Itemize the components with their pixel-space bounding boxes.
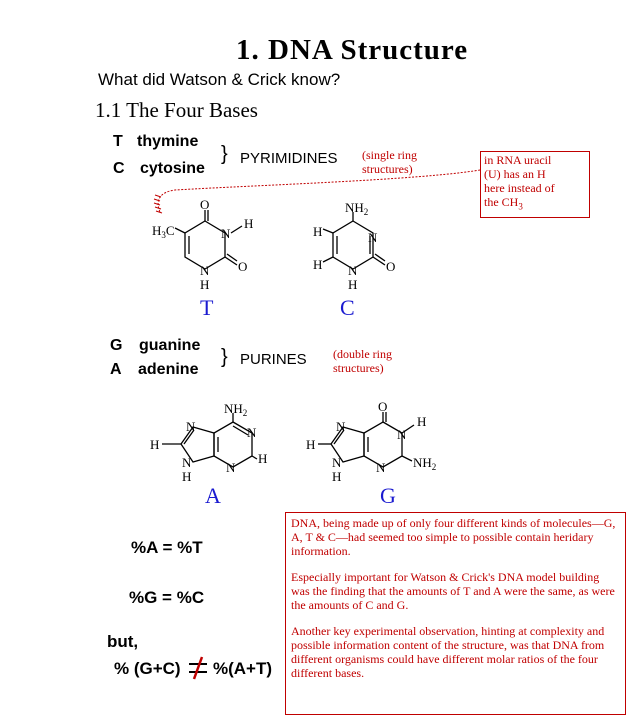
svg-text:NH2: $NH_2$ (345, 200, 369, 217)
adenine-name: adenine (138, 361, 199, 378)
guanine-structure-label: G (380, 483, 396, 508)
info-paragraph-3: Another key experimental observation, hinting at complexity and possible information content of the structure, was that DNA from different organisms could have different molar ratios of the four different bases. (291, 624, 605, 680)
svg-text:N: N (376, 460, 386, 475)
uracil-note-subscript: 3 (518, 201, 523, 212)
info-box (285, 512, 626, 715)
double-ring-note-2: structures) (333, 361, 384, 375)
uracil-link-hatch (154, 195, 162, 213)
purine-brace: } (221, 346, 228, 368)
uracil-note-line-1: in RNA uracil (484, 153, 552, 167)
thymine-name: thymine (137, 133, 199, 150)
equation-g-c: %G = %C (129, 588, 205, 607)
thymine-structure (152, 197, 253, 292)
cytosine-abbr: C (113, 160, 125, 177)
thymine-abbr: T (113, 133, 123, 150)
svg-text:N: N (348, 263, 358, 278)
double-ring-note-1: (double ring (333, 347, 392, 361)
guanine-abbr: G (110, 337, 123, 354)
svg-text:H: H (348, 277, 358, 292)
single-ring-note-1: (single ring (362, 148, 417, 162)
pyrimidines-label: PYRIMIDINES (240, 150, 338, 167)
svg-text:H: H (150, 437, 160, 452)
svg-text:H3C: $H_3C$ (152, 223, 175, 240)
equation-at-right: %(A+T) (213, 659, 273, 678)
svg-text:N: N (221, 226, 231, 241)
svg-text:O: O (238, 259, 248, 274)
single-ring-note-2: structures) (362, 162, 413, 176)
svg-text:H: H (306, 437, 316, 452)
svg-text:N: N (182, 455, 192, 470)
svg-text:N: N (247, 425, 257, 440)
cytosine-structure-label: C (340, 295, 355, 320)
svg-text:H: H (258, 451, 268, 466)
purines-label: PURINES (240, 351, 307, 368)
svg-text:NH2: $NH_2$ (224, 401, 248, 418)
svg-text:N: N (200, 263, 210, 278)
adenine-structure-label: A (205, 483, 221, 508)
svg-text:H: H (182, 469, 192, 484)
adenine-abbr: A (110, 361, 122, 378)
cytosine-name: cytosine (140, 160, 205, 177)
cytosine-structure (313, 200, 395, 292)
svg-text:H: H (244, 216, 254, 231)
section-heading: 1.1 The Four Bases (95, 98, 258, 122)
uracil-note-line-3: here instead of (484, 181, 555, 195)
info-paragraph-1: DNA, being made up of only four different kinds of molecules—G, A, T & C—had seemed too simple to possible contain heridary information. (291, 516, 616, 558)
svg-text:N: N (226, 460, 236, 475)
svg-text:O: O (386, 259, 396, 274)
svg-text:H: H (332, 469, 342, 484)
equation-gc-left: % (G+C) (114, 659, 181, 678)
not-equal-symbol (189, 657, 207, 679)
svg-text:N: N (332, 455, 342, 470)
info-paragraph-2: Especially important for Watson & Crick's DNA model building was the finding that the amounts of T and A were the same, as were the amounts of C and G. (291, 570, 615, 612)
svg-text:H: H (417, 414, 427, 429)
svg-text:O: O (378, 399, 388, 414)
svg-text:NH2: $NH_2$ (413, 455, 437, 472)
svg-text:O: O (200, 197, 210, 212)
svg-text:N: N (368, 230, 378, 245)
svg-text:N: N (336, 419, 346, 434)
svg-text:H: H (313, 224, 323, 239)
guanine-name: guanine (139, 337, 201, 354)
uracil-note-line-2: (U) has an H (484, 167, 546, 181)
svg-text:H: H (200, 277, 210, 292)
uracil-note-line-4: the CH (484, 195, 519, 209)
page-subtitle: What did Watson & Crick know? (98, 70, 341, 89)
guanine-structure (306, 399, 436, 484)
thymine-structure-label: T (200, 295, 214, 320)
svg-text:N: N (397, 427, 407, 442)
but-label: but, (107, 632, 139, 651)
pyrimidine-brace: } (221, 143, 228, 165)
equation-a-t: %A = %T (131, 538, 203, 557)
page-title: 1. DNA Structure (236, 34, 469, 66)
svg-text:H: H (313, 257, 323, 272)
adenine-structure (150, 401, 267, 484)
svg-text:N: N (186, 419, 196, 434)
